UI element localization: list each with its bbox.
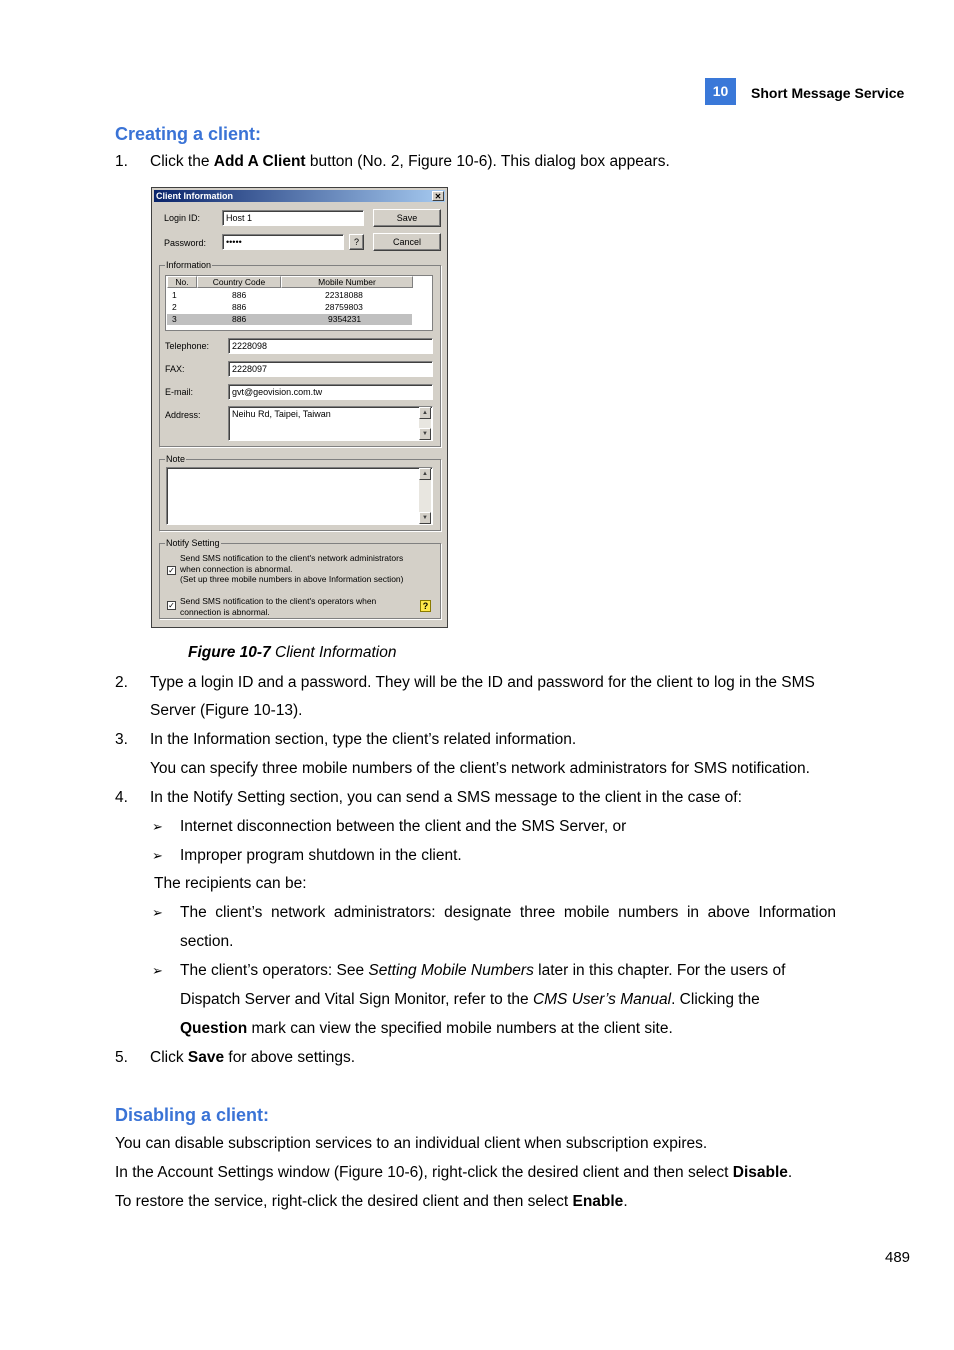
- notify-setting-group-title: Notify Setting: [166, 538, 220, 548]
- fax-field[interactable]: 2228097: [228, 361, 433, 377]
- disabling-client-heading: Disabling a client:: [115, 1105, 270, 1125]
- dialog-title: Client Information: [156, 191, 233, 201]
- step3-text-line1: In the Information section, type the client’s related information.: [150, 731, 577, 748]
- list-row-selected[interactable]: [167, 314, 412, 325]
- chapter-title: Short Message Service: [751, 85, 905, 101]
- close-icon[interactable]: ✕: [432, 191, 444, 201]
- address-value: Neihu Rd, Taipei, Taiwan: [232, 409, 331, 419]
- client-information-dialog: [151, 187, 448, 628]
- bullet-improper-shutdown: Improper program shutdown in the client.: [180, 847, 462, 864]
- row-no: 3: [172, 314, 177, 324]
- figure-caption: Figure 10-7 Client Information: [188, 644, 397, 661]
- question-mark-icon[interactable]: ?: [420, 600, 431, 612]
- step1-text: Click the Add A Client button (No. 2, Figure 10-6). This dialog box appears.: [150, 153, 670, 170]
- creating-client-heading: Creating a client:: [115, 124, 262, 144]
- address-scrollbar[interactable]: [419, 407, 431, 440]
- telephone-label: Telephone:: [165, 341, 210, 351]
- step3-text-line2: You can specify three mobile numbers of the client’s network administrators for SMS notification.: [150, 760, 810, 777]
- bullet-arrow-icon: ➢: [152, 819, 163, 834]
- information-group: [159, 260, 441, 447]
- page-number: 489: [885, 1249, 911, 1266]
- row-mobile-number: 22318088: [325, 290, 363, 300]
- note-field[interactable]: [166, 467, 433, 525]
- notify-admins-text: Send SMS notification to the client's network administrators when connection is abnormal. (Set up three mobile numbers in above Information section): [180, 553, 404, 584]
- notify-admins-checkbox[interactable]: ✓: [168, 566, 175, 575]
- list-row[interactable]: [167, 290, 412, 301]
- scroll-down-icon[interactable]: ▼: [419, 512, 431, 524]
- save-button[interactable]: Save: [373, 209, 441, 227]
- column-header-no[interactable]: No.: [167, 276, 197, 288]
- password-field[interactable]: •••••: [222, 234, 344, 250]
- step3-number: 3.: [115, 731, 128, 748]
- bullet-arrow-icon: ➢: [152, 905, 163, 920]
- scroll-down-icon[interactable]: ▼: [419, 428, 431, 440]
- disable-paragraph-2: In the Account Settings window (Figure 10-6), right-click the desired client and then select Disable.: [115, 1164, 793, 1181]
- login-id-field[interactable]: Host 1: [222, 210, 364, 226]
- email-label: E-mail:: [165, 387, 194, 397]
- note-group: [159, 454, 441, 531]
- bullet-operators-line1: The client’s operators: See Setting Mobile Numbers later in this chapter. For the users of: [180, 962, 786, 979]
- recipients-text: The recipients can be:: [154, 875, 307, 892]
- scroll-up-icon[interactable]: ▲: [419, 407, 431, 419]
- list-row[interactable]: [167, 302, 412, 313]
- scroll-up-icon[interactable]: ▲: [419, 468, 431, 480]
- bullet-network-admins-line2: section.: [180, 933, 234, 950]
- column-header-mobile-number[interactable]: Mobile Number: [281, 276, 413, 288]
- bullet-operators-line2: Dispatch Server and Vital Sign Monitor, refer to the CMS User’s Manual. Clicking the: [180, 991, 760, 1008]
- telephone-field[interactable]: 2228098: [228, 338, 433, 354]
- column-header-country-code[interactable]: Country Code: [197, 276, 281, 288]
- step2-text-line1: Type a login ID and a password. They will be the ID and password for the client to log in the SMS: [150, 674, 815, 691]
- step2-text-line2: Server (Figure 10-13).: [150, 702, 303, 719]
- row-country-code: 886: [232, 314, 247, 324]
- notify-operators-checkbox[interactable]: ✓: [168, 601, 175, 610]
- note-group-title: Note: [166, 454, 186, 464]
- fax-label: FAX:: [165, 364, 185, 374]
- disable-paragraph-3: To restore the service, right-click the desired client and then select Enable.: [115, 1193, 628, 1210]
- email-field[interactable]: gvt@geovision.com.tw: [228, 384, 433, 400]
- password-label: Password:: [164, 238, 207, 248]
- bullet-arrow-icon: ➢: [152, 848, 163, 863]
- cancel-button[interactable]: Cancel: [373, 233, 441, 251]
- mobile-numbers-list[interactable]: [165, 275, 433, 331]
- row-no: 1: [172, 290, 177, 300]
- bullet-internet-disconnection: Internet disconnection between the client and the SMS Server, or: [180, 818, 627, 835]
- address-label: Address:: [165, 410, 201, 420]
- notify-operators-text: Send SMS notification to the client's operators when connection is abnormal.: [180, 596, 377, 617]
- bullet-network-admins-line1: The client’s network administrators: designate three mobile numbers in above Information: [180, 904, 836, 921]
- login-id-label: Login ID:: [164, 213, 201, 223]
- row-no: 2: [172, 302, 177, 312]
- step4-text: In the Notify Setting section, you can send a SMS message to the client in the case of:: [150, 789, 742, 806]
- bullet-arrow-icon: ➢: [152, 963, 163, 978]
- row-country-code: 886: [232, 290, 247, 300]
- notify-setting-group: [159, 538, 441, 619]
- row-mobile-number: 28759803: [325, 302, 363, 312]
- step4-number: 4.: [115, 789, 128, 806]
- step2-number: 2.: [115, 674, 128, 691]
- bullet-operators-line3: Question mark can view the specified mobile numbers at the client site.: [180, 1020, 673, 1037]
- step5-number: 5.: [115, 1049, 128, 1066]
- dialog-title-bar: [154, 190, 445, 202]
- information-group-title: Information: [166, 260, 212, 270]
- step5-text: Click Save for above settings.: [150, 1049, 356, 1066]
- chapter-number-badge: 10: [705, 78, 736, 105]
- step1-number: 1.: [115, 153, 128, 170]
- row-mobile-number: 9354231: [328, 314, 362, 324]
- question-button[interactable]: ?: [349, 234, 364, 250]
- row-country-code: 886: [232, 302, 247, 312]
- disable-paragraph-1: You can disable subscription services to an individual client when subscription expires.: [115, 1135, 708, 1152]
- note-scrollbar[interactable]: [419, 468, 431, 524]
- address-field[interactable]: [228, 406, 433, 441]
